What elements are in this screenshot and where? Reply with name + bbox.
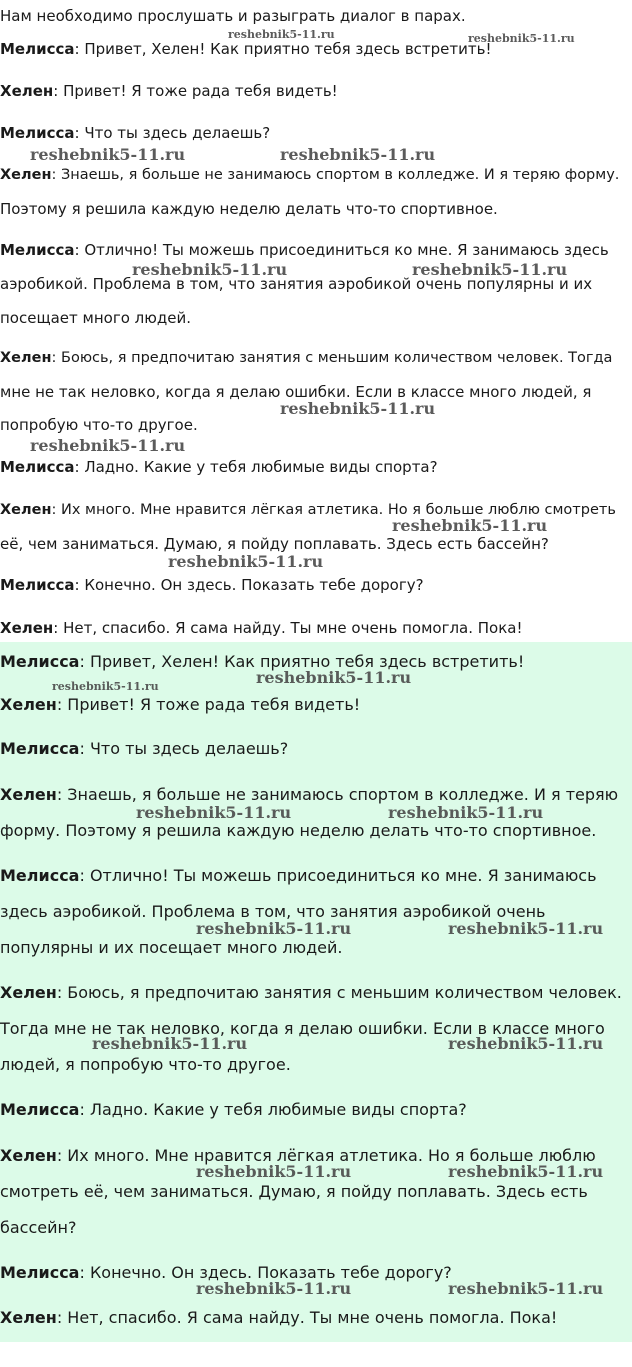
dialogue-line <box>0 866 597 886</box>
dialogue-line <box>0 983 622 1003</box>
dialogue-highlighted <box>0 642 632 1342</box>
line-text: : Привет! Я тоже рада тебя видеть! <box>53 82 338 100</box>
speaker: Хелен <box>0 1308 57 1327</box>
watermark: reshebnik5-11.ru <box>448 1279 604 1298</box>
dialogue-line <box>0 619 522 638</box>
line-text: посещает много людей. <box>0 309 191 327</box>
line-text: здесь аэробикой. Проблема в том, что занятия аэробикой очень <box>0 902 546 921</box>
speaker: Мелисса <box>0 241 75 259</box>
dialogue-line <box>0 1182 588 1202</box>
speaker: Хелен <box>0 502 52 518</box>
watermark: reshebnik5-11.ru <box>280 399 436 418</box>
speaker: Хелен <box>0 619 54 637</box>
line-text: : Их много. Мне нравится лёгкая атлетика. Но я больше люблю <box>56 1146 596 1165</box>
line-text: её, чем заниматься. Думаю, я пойду поплавать. Здесь есть бассейн? <box>0 535 549 553</box>
line-text: : Нет, спасибо. Я сама найду. Ты мне очень помогла. Пока! <box>53 619 523 637</box>
watermark: reshebnik5-11.ru <box>448 1162 604 1181</box>
dialogue-line <box>0 416 198 435</box>
watermark: reshebnik5-11.ru <box>196 919 352 938</box>
watermark: reshebnik5-11.ru <box>30 145 186 164</box>
speaker: Мелисса <box>0 576 75 594</box>
dialogue-line <box>0 695 360 715</box>
speaker: Мелисса <box>0 866 80 885</box>
line-text: бассейн? <box>0 1218 77 1237</box>
speaker: Хелен <box>0 695 57 714</box>
watermark: reshebnik5-11.ru <box>30 436 186 455</box>
watermark: reshebnik5-11.ru <box>132 260 288 279</box>
watermark: reshebnik5-11.ru <box>388 803 544 822</box>
dialogue-line <box>0 241 609 260</box>
line-text: : Знаешь, я больше не занимаюсь спортом в колледже. И я теряю <box>56 785 619 804</box>
line-text: аэробикой. Проблема в том, что занятия аэробикой очень популярны и их <box>0 275 593 293</box>
speaker: Мелисса <box>0 652 80 671</box>
line-text: : Ладно. Какие у тебя любимые виды спорта? <box>79 1100 467 1119</box>
line-text: : Конечно. Он здесь. Показать тебе дорогу? <box>74 576 424 594</box>
dialogue-line <box>0 1055 291 1075</box>
watermark: reshebnik5-11.ru <box>52 680 159 693</box>
line-text: форму. Поэтому я решила каждую неделю делать что-то спортивное. <box>0 821 597 840</box>
watermark: reshebnik5-11.ru <box>196 1162 352 1181</box>
dialogue-line <box>0 82 338 101</box>
dialogue-line <box>0 1100 467 1120</box>
line-text: : Боюсь, я предпочитаю занятия с меньшим количеством человек. Тогда <box>51 350 613 366</box>
line-text: смотреть её, чем заниматься. Думаю, я пойду поплавать. Здесь есть <box>0 1182 588 1201</box>
watermark: reshebnik5-11.ru <box>412 260 568 279</box>
line-text: попробую что-то другое. <box>0 416 198 434</box>
watermark: reshebnik5-11.ru <box>92 1034 248 1053</box>
dialogue-line <box>0 785 618 805</box>
line-text: : Что ты здесь делаешь? <box>74 124 271 142</box>
line-text: : Ладно. Какие у тебя любимые виды спорта? <box>74 458 438 476</box>
speaker: Мелисса <box>0 124 75 142</box>
dialogue-line <box>0 458 438 477</box>
speaker: Хелен <box>0 983 57 1002</box>
dialogue-line <box>0 938 343 958</box>
watermark: reshebnik5-11.ru <box>196 1279 352 1298</box>
watermark: reshebnik5-11.ru <box>468 32 575 45</box>
line-text: мне не так неловко, когда я делаю ошибки. Если в классе много людей, я <box>0 383 592 401</box>
line-text: : Привет, Хелен! Как приятно тебя здесь встретить! <box>74 40 492 58</box>
watermark: reshebnik5-11.ru <box>136 803 292 822</box>
speaker: Хелен <box>0 167 52 183</box>
watermark: reshebnik5-11.ru <box>228 28 335 41</box>
speaker: Мелисса <box>0 739 80 758</box>
dialogue-original <box>0 0 632 642</box>
speaker: Мелисса <box>0 1263 80 1282</box>
line-text: : Боюсь, я предпочитаю занятия с меньшим количеством человек. <box>56 983 622 1002</box>
speaker: Мелисса <box>0 40 75 58</box>
dialogue-line <box>0 200 498 219</box>
watermark: reshebnik5-11.ru <box>392 516 548 535</box>
line-text: людей, я попробую что-то другое. <box>0 1055 291 1074</box>
line-text: Тогда мне не так неловко, когда я делаю ошибки. Если в классе много <box>0 1019 605 1038</box>
speaker: Хелен <box>0 82 54 100</box>
watermark: reshebnik5-11.ru <box>168 552 324 571</box>
dialogue-line <box>0 309 191 328</box>
line-text: : Привет! Я тоже рада тебя видеть! <box>56 695 361 714</box>
dialogue-line <box>0 1308 557 1328</box>
speaker: Хелен <box>0 350 52 366</box>
line-text: : Отлично! Ты можешь присоединиться ко мне. Я занимаюсь здесь <box>74 241 609 259</box>
dialogue-line <box>0 166 619 185</box>
speaker: Хелен <box>0 1146 57 1165</box>
watermark: reshebnik5-11.ru <box>448 919 604 938</box>
line-text: популярны и их посещает много людей. <box>0 938 343 957</box>
line-text: : Отлично! Ты можешь присоединиться ко мне. Я занимаюсь <box>79 866 597 885</box>
watermark: reshebnik5-11.ru <box>448 1034 604 1053</box>
line-text: : Конечно. Он здесь. Показать тебе дорогу? <box>79 1263 452 1282</box>
watermark: reshebnik5-11.ru <box>256 668 412 687</box>
speaker: Мелисса <box>0 1100 80 1119</box>
dialogue-line <box>0 576 424 595</box>
speaker: Хелен <box>0 785 57 804</box>
line-text: : Нет, спасибо. Я сама найду. Ты мне очень помогла. Пока! <box>56 1308 558 1327</box>
dialogue-line <box>0 821 596 841</box>
line-text: : Что ты здесь делаешь? <box>79 739 289 758</box>
dialogue-line <box>0 739 288 759</box>
speaker: Мелисса <box>0 458 75 476</box>
intro-text: Нам необходимо прослушать и разыграть диалог в парах. <box>0 7 466 25</box>
watermark: reshebnik5-11.ru <box>280 145 436 164</box>
dialogue-line <box>0 124 270 143</box>
line-text: : Знаешь, я больше не занимаюсь спортом в колледже. И я теряю форму. <box>51 167 620 183</box>
line-text: Поэтому я решила каждую неделю делать что-то спортивное. <box>0 200 498 218</box>
dialogue-line <box>0 40 492 59</box>
dialogue-line <box>0 1218 76 1238</box>
line-text: : Привет, Хелен! Как приятно тебя здесь встретить! <box>79 652 525 671</box>
line-text: : Их много. Мне нравится лёгкая атлетика. Но я больше люблю смотреть <box>51 502 616 518</box>
dialogue-line <box>0 349 612 368</box>
